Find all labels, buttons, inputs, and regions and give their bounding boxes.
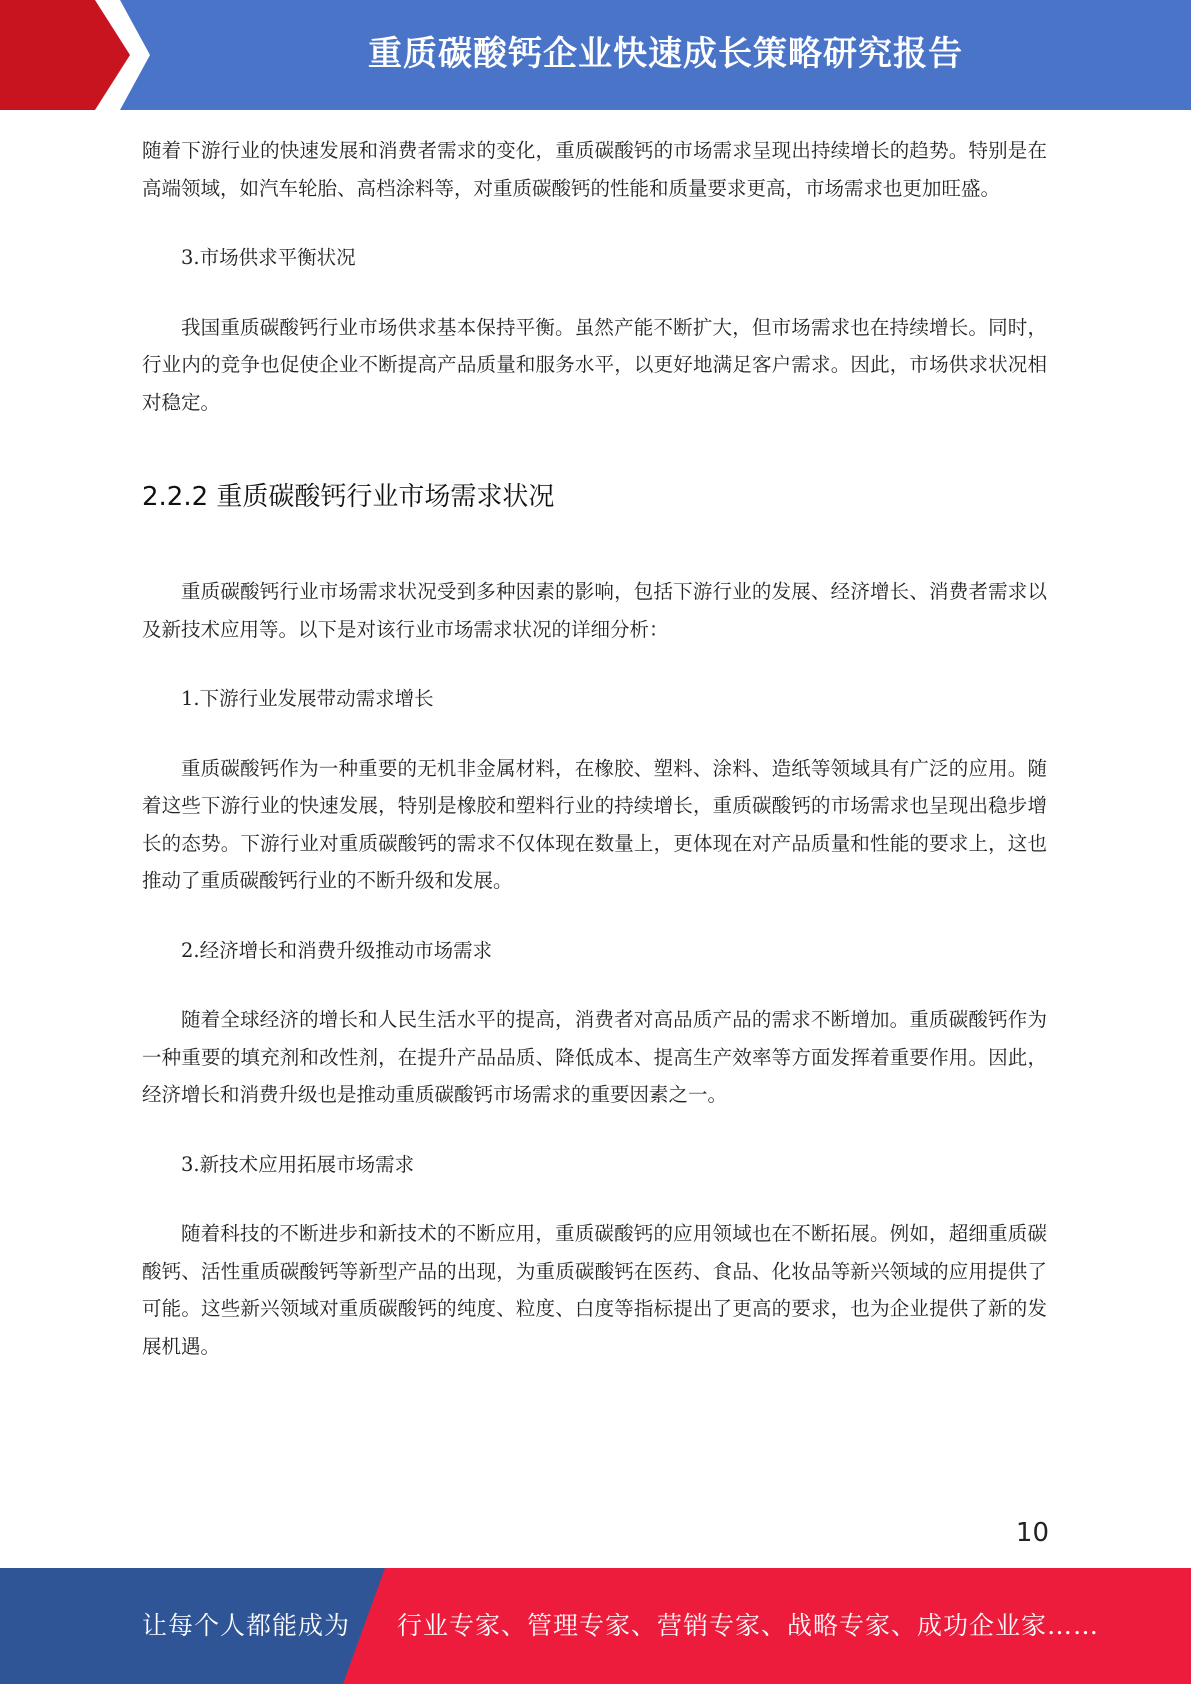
point-paragraph: 重质碳酸钙作为一种重要的无机非金属材料，在橡胶、塑料、涂料、造纸等领域具有广泛的应用。随着这些下游行业的快速发展，特别是橡胶和塑料行业的持续增长，重质碳酸钙的市场需求也呈现出稳步增长的态势。下游行业对重质碳酸钙的需求不仅体现在数量上，更体现在对产品质量和性能的要求上，这也推动了重质碳酸钙行业的不断升级和发展。 — [142, 756, 1047, 892]
footer-slogan-right: 行业专家、管理专家、营销专家、战略专家、成功企业家…… — [397, 1611, 1100, 1640]
supply-balance-heading: 3.市场供求平衡状况 — [181, 246, 356, 269]
point-heading: 1.下游行业发展带动需求增长 — [181, 687, 434, 710]
supply-balance-paragraph: 我国重质碳酸钙行业市场供求基本保持平衡。虽然产能不断扩大，但市场需求也在持续增长。同时，行业内的竞争也促使企业不断提高产品质量和服务水平，以更好地满足客户需求。因此，市场供求状况相对稳定。 — [142, 315, 1047, 414]
page-content — [142, 132, 1047, 1397]
point-heading: 3.新技术应用拓展市场需求 — [181, 1152, 415, 1176]
point-paragraph: 随着科技的不断进步和新技术的不断应用，重质碳酸钙的应用领域也在不断拓展。例如，超细重质碳酸钙、活性重质碳酸钙等新型产品的出现，为重质碳酸钙在医药、食品、化妆品等新兴领域的应用提供了可能。这些新兴领域对重质碳酸钙的纯度、粒度、白度等指标提出了更高的要求，也为企业提供了新的发展机遇。 — [142, 1222, 1047, 1358]
page-number: 10 — [1015, 1518, 1049, 1548]
document-title: 重质碳酸钙企业快速成长策略研究报告 — [368, 34, 963, 74]
intro-paragraph: 随着下游行业的快速发展和消费者需求的变化，重质碳酸钙的市场需求呈现出持续增长的趋势。特别是在高端领域，如汽车轮胎、高档涂料等，对重质碳酸钙的性能和质量要求更高，市场需求也更加旺盛。 — [142, 139, 1047, 200]
point-heading: 2.经济增长和消费升级推动市场需求 — [181, 938, 493, 962]
page-footer — [0, 1568, 1191, 1684]
footer-slogan-left: 让每个人都能成为 — [142, 1611, 351, 1640]
point-paragraph: 随着全球经济的增长和人民生活水平的提高，消费者对高品质产品的需求不断增加。重质碳酸钙作为一种重要的填充剂和改性剂，在提升产品品质、降低成本、提高生产效率等方面发挥着重要作用。因此，经济增长和消费升级也是推动重质碳酸钙市场需求的重要因素之一。 — [142, 1008, 1047, 1106]
section-heading: 2.2.2 重质碳酸钙行业市场需求状况 — [142, 482, 555, 512]
section-intro-paragraph: 重质碳酸钙行业市场需求状况受到多种因素的影响，包括下游行业的发展、经济增长、消费者需求以及新技术应用等。以下是对该行业市场需求状况的详细分析： — [142, 580, 1047, 641]
page-header — [0, 0, 1191, 110]
